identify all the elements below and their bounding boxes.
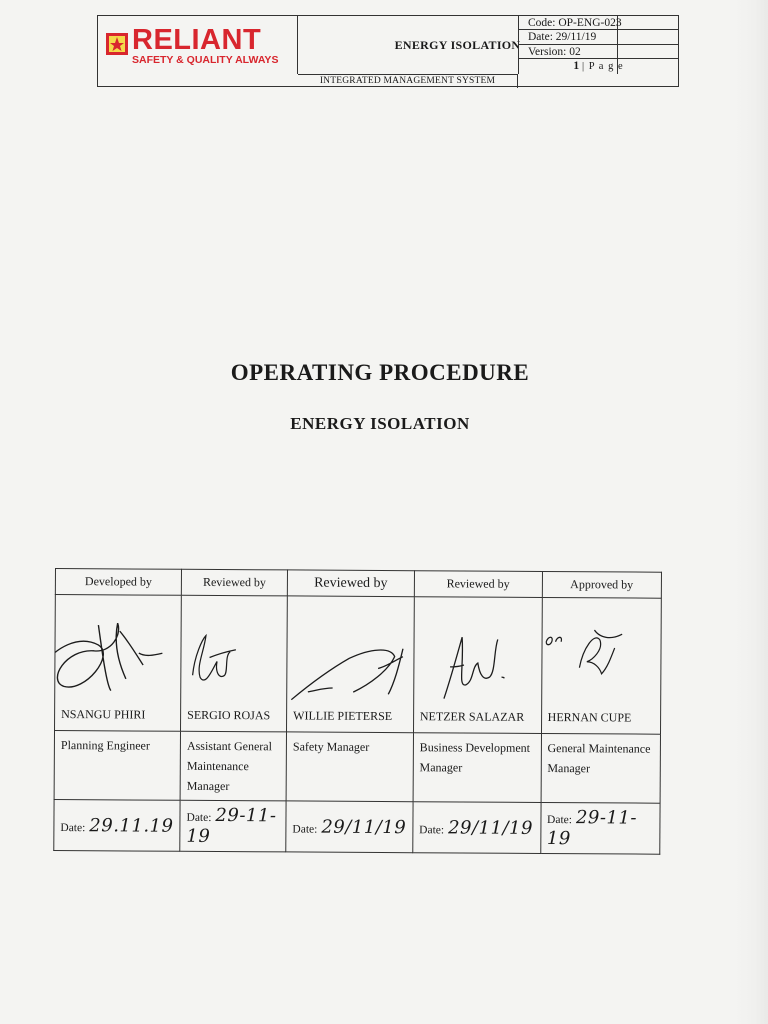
page-title: OPERATING PROCEDURE <box>230 360 530 385</box>
date-cell <box>540 802 660 854</box>
role-cell: Reviewed by <box>181 569 287 596</box>
date-label: Date: <box>419 823 445 836</box>
position-cell: Business Development Manager <box>413 733 541 803</box>
role-cell: Approved by <box>542 571 662 598</box>
signature-cell <box>55 595 182 732</box>
signature-cell <box>413 597 542 734</box>
signature-row <box>55 595 662 735</box>
date-label: Date: <box>60 821 86 834</box>
document-header <box>97 15 679 87</box>
handwritten-date: 29-11-19 <box>546 807 638 850</box>
date-cell <box>413 802 541 854</box>
date-cell <box>54 799 180 851</box>
date-cell <box>180 800 286 852</box>
position-cell: General Maintenance Manager <box>541 733 661 803</box>
page-indicator <box>518 59 678 73</box>
role-cell: Reviewed by <box>287 570 414 597</box>
company-logo <box>98 16 298 74</box>
handwritten-date: 29/11/19 <box>321 816 407 838</box>
signature-cell <box>287 596 415 733</box>
page-subtitle: ENERGY ISOLATION <box>290 414 470 433</box>
logo-name: RELIANT <box>132 24 262 56</box>
signatory-name: NSANGU PHIRI <box>61 707 146 722</box>
doc-version: Version: 02 <box>518 45 678 59</box>
logo-emblem-icon <box>105 32 129 56</box>
doc-date: Date: 29/11/19 <box>518 30 678 44</box>
position-cell: Safety Manager <box>286 732 413 802</box>
date-row <box>54 799 660 854</box>
signatory-name: HERNAN CUPE <box>547 710 632 725</box>
approval-table <box>53 568 662 855</box>
date-label: Date: <box>292 822 318 836</box>
doc-code: Code: OP-ENG-023 <box>518 16 678 30</box>
position-cell: Planning Engineer <box>54 731 180 801</box>
signatory-name: SERGIO ROJAS <box>187 707 271 723</box>
page-number: 1 <box>573 60 580 73</box>
page-label: | P a g e <box>582 61 624 73</box>
handwritten-date: 29.11.19 <box>89 814 174 837</box>
page-edge-shadow <box>734 0 768 1024</box>
signatory-name: NETZER SALAZAR <box>419 709 525 724</box>
handwritten-date: 29-11-19 <box>186 804 277 847</box>
logo-tagline: SAFETY & QUALITY ALWAYS <box>132 54 279 66</box>
header-meta <box>518 16 678 88</box>
date-label: Date: <box>547 814 573 827</box>
position-row <box>54 731 660 804</box>
date-cell <box>286 801 413 853</box>
date-label: Date: <box>186 811 212 824</box>
handwritten-date: 29/11/19 <box>448 816 534 839</box>
header-doc-title: ENERGY ISOLATION <box>298 16 618 74</box>
signature-cell <box>181 595 288 732</box>
role-row <box>55 569 661 599</box>
position-cell: Assistant General Maintenance Manager <box>180 731 286 801</box>
role-cell: Developed by <box>55 569 181 596</box>
signatory-name: WILLIE PIETERSE <box>293 708 393 724</box>
signature-cell <box>541 597 661 734</box>
header-system: INTEGRATED MANAGEMENT SYSTEM <box>298 74 518 88</box>
role-cell: Reviewed by <box>414 571 542 598</box>
